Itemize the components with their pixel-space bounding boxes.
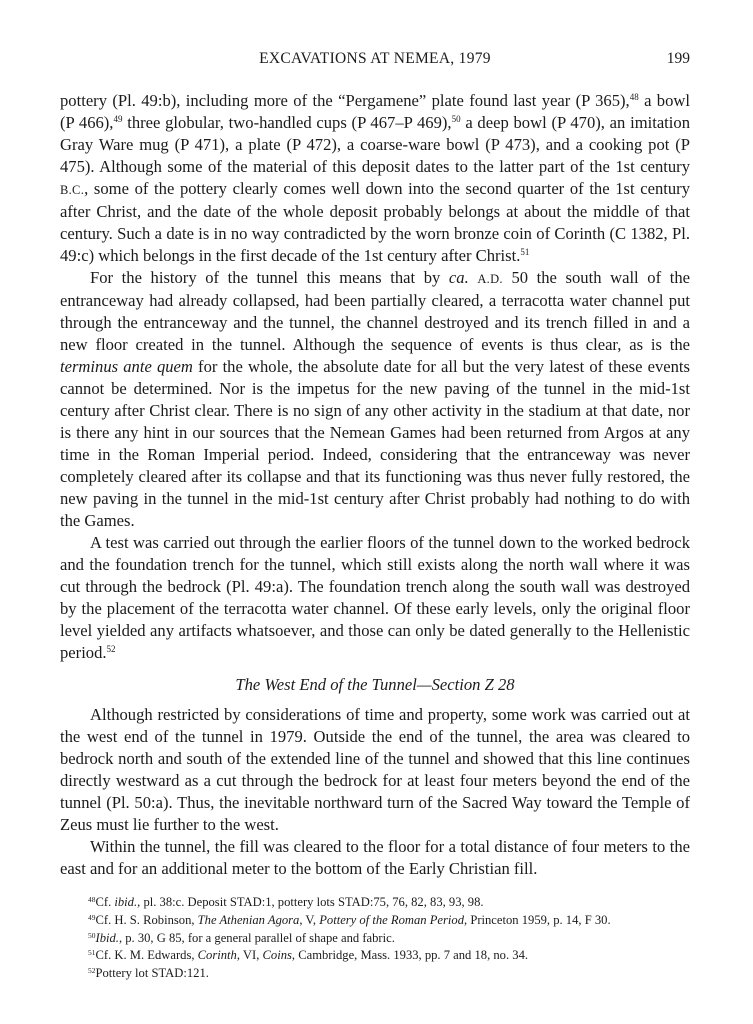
article-body: [60, 90, 690, 880]
footnote-number: 49: [88, 912, 96, 922]
text-run: , Cambridge, Mass. 1933, pp. 7 and 18, no. 34.: [291, 948, 529, 963]
italic-text: terminus ante quem: [60, 357, 193, 376]
text-run: A test was carried out through the earlier floors of the tunnel down to the worked bedrock and the foundation trench for the tunnel, which still exists along the north wall where it was cut through the bedrock (Pl. 49:a). The foundation trench along the south wall was destroyed by the placement of the terracotta water channel. Of these early levels, only the original floor level yielded any artifacts whatsoever, and those can only be dated generally to the Hellenistic period.: [60, 533, 690, 662]
footnote-number: 48: [88, 895, 96, 904]
text-run: Cf.: [95, 895, 115, 909]
text-run: Cf. K. M. Edwards,: [95, 948, 198, 963]
text-run: For the history of the tunnel this means that by: [90, 268, 449, 287]
text-run: a deep bowl (P 470), an imitation Gray Ware mug (P 471), a plate (P 472), a coarse-ware bowl (P 473), and a cooking pot (P 475). Although some of the material of this deposit dates to the latter part of the 1st century: [60, 113, 690, 176]
footnote-number: 50: [88, 930, 96, 940]
footnote-number: 52: [88, 966, 96, 976]
text-run: , VI,: [236, 948, 263, 963]
italic-text: The Athenian Agora: [197, 912, 300, 927]
italic-text: Corinth: [197, 948, 237, 963]
section-heading: The West End of the Tunnel—Section Z 28: [235, 675, 515, 694]
paragraph: [60, 532, 690, 664]
text-run: , p. 30, G 85, for a general parallel of shape and fabric.: [118, 930, 395, 945]
text-run: Cf. H. S. Robinson,: [95, 912, 198, 927]
small-caps-text: B.C.: [60, 183, 85, 197]
paragraph: [60, 704, 690, 836]
text-run: , V,: [299, 912, 320, 927]
footnote-ref: 51: [520, 247, 530, 257]
italic-text: Pottery of the Roman Period: [319, 912, 465, 927]
italic-text: Ibid.: [95, 930, 119, 945]
footnote-ref: 49: [113, 114, 123, 124]
footnote: [88, 894, 690, 912]
text-run: a bowl (P 466),: [60, 91, 690, 132]
footnotes: [60, 894, 690, 983]
footnote: [88, 930, 690, 948]
text-run: Pottery lot STAD:121.: [95, 966, 209, 981]
running-head: [60, 50, 690, 74]
footnote-ref: 48: [629, 92, 639, 102]
text-run: Although restricted by considerations of time and property, some work was carried out at the west end of the tunnel in 1979. Outside the end of the tunnel, the area was cleared to bedrock north and south of the extended line of the tunnel and showed that this line continues directly westward as a cut through the bedrock for at least four meters beyond the end of the tunnel (Pl. 50:a). Thus, the inevitable northward turn of the Sacred Way toward the Temple of Zeus must lie further to the west.: [60, 705, 690, 834]
footnote-number: 51: [88, 948, 96, 958]
text-run: Within the tunnel, the fill was cleared to the floor for a total distance of four meters to the east and for an additional meter to the bottom of the Early Christian fill.: [60, 837, 690, 878]
paragraph: [60, 836, 690, 880]
italic-text: ca.: [448, 268, 469, 287]
footnote-ref: 50: [451, 114, 461, 124]
text-run: , some of the pottery clearly comes well down into the second quarter of the 1st century after Christ, and the date of the whole deposit probably belongs at about the middle of that century. Such a date is in no way contradicted by the worn bronze coin of Corinth (C 1382, Pl. 49:c) which belongs in the first decade of the 1st century after Christ.: [60, 179, 690, 265]
paragraph: [60, 267, 690, 532]
footnote: [88, 912, 690, 930]
text-run: , pl. 38:c. Deposit STAD:1, pottery lots STAD:75, 76, 82, 83, 93, 98.: [137, 895, 484, 909]
text-run: , Princeton 1959, p. 14, F 30.: [464, 912, 611, 927]
page: [60, 50, 690, 983]
footnote-ref: 52: [106, 644, 116, 654]
paragraph: [60, 90, 690, 267]
small-caps-text: A.D.: [477, 272, 503, 286]
text-run: pottery (Pl. 49:b), including more of the “Pergamene” plate found last year (P 365),: [60, 91, 630, 110]
text-run: for the whole, the absolute date for all but the very latest of these events cannot be determined. Nor is the impetus for the new paving of the tunnel in the mid-1st century after Christ clear. There is no sign of any other activity in the stadium at that date, nor is there any hint in our sources that the Nemean Games had been returned from Argos at any time in the Roman Imperial period. Indeed, considering that the entranceway was never completely cleared after its collapse and that its functioning was thus never fully restored, the new paving in the tunnel in the mid-1st century after Christ probably had nothing to do with the Games.: [60, 357, 690, 530]
footnote: [88, 947, 690, 965]
italic-text: ibid.: [114, 895, 138, 909]
text-run: three globular, two-handled cups (P 467–P 469),: [122, 113, 452, 132]
italic-text: Coins: [262, 948, 292, 963]
text-run: 50 the south wall of the entranceway had already collapsed, had been partially cleared, a terracotta water channel put through the entranceway and the tunnel, the channel destroyed and its trench filled in and a new floor created in the tunnel. Although the sequence of events is thus clear, as is the: [60, 268, 690, 354]
page-number: 199: [666, 50, 690, 67]
running-title: EXCAVATIONS AT NEMEA, 1979: [259, 50, 491, 67]
footnote: [88, 965, 690, 983]
